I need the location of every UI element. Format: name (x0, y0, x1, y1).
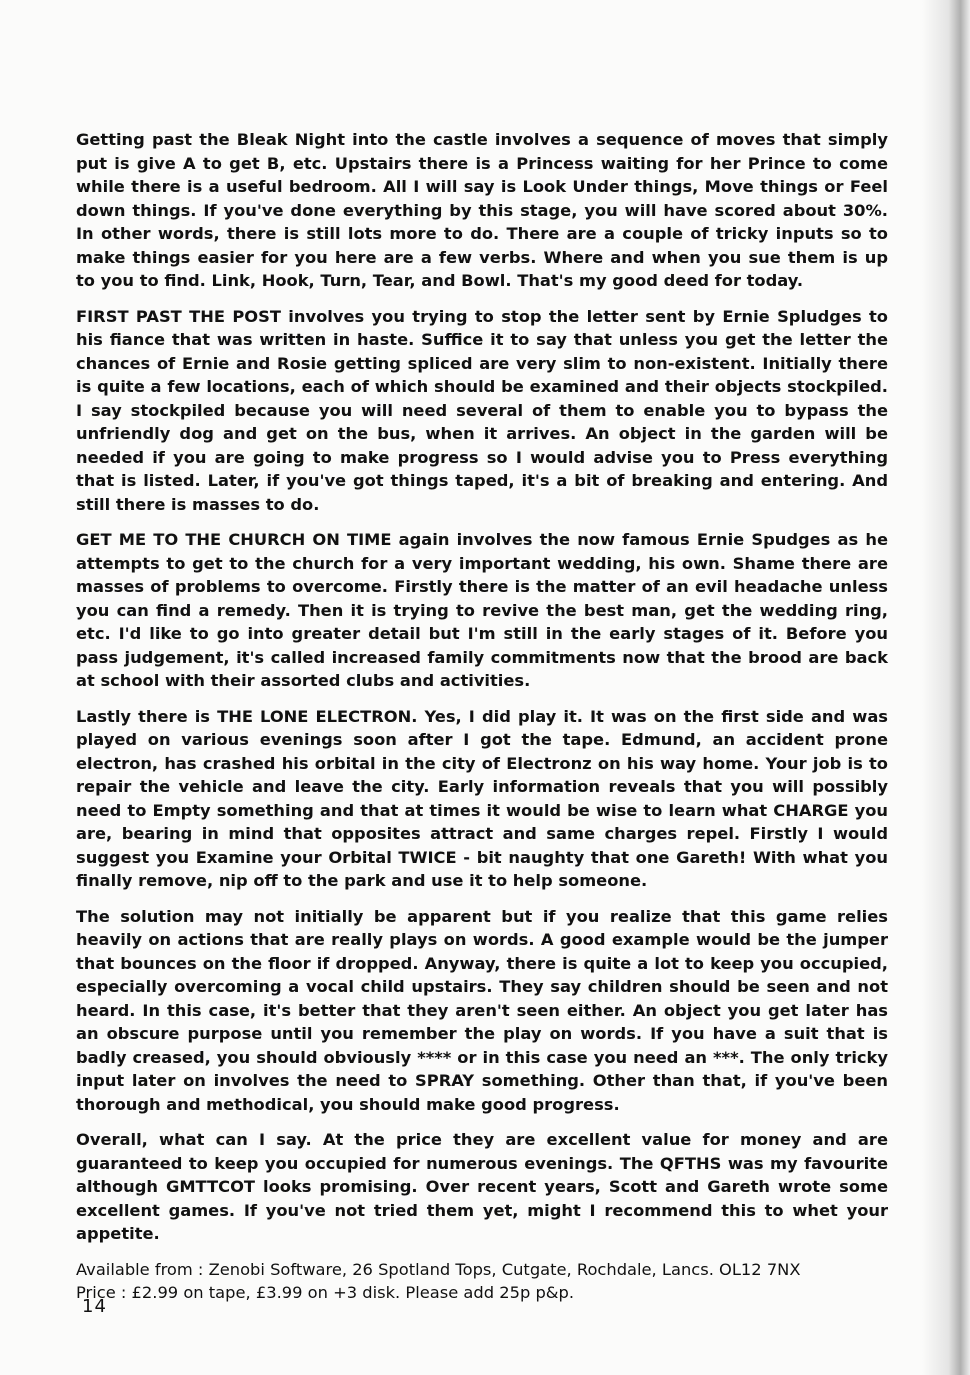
paragraph-overall: Overall, what can I say. At the price they are excellent value for money and are guaranteed to keep you occupied for numerous evenings. The QFTHS was my favourite although GMTTCOT looks promising. Over recent years, Scott and Gareth wrote some excellent games. If you've not tried them yet, might I recommend this to whet your appetite. (76, 1130, 888, 1243)
paragraph-first-past-the-post: FIRST PAST THE POST involves you trying to stop the letter sent by Ernie Spludges to his fiance that was written in haste. Suffice it to say that unless you get the letter the chances of Ernie and Rosie getting spliced are very slim to non-existent. Initially there is quite a few locations, each of which should be examined and their objects stockpiled. I say stockpiled because you will need several of them to enable you to bypass the unfriendly dog and get on the bus, when it arrives. An object in the garden will be needed if you are going to make progress so I would advise you to Press everything that is listed. Later, if you've got things taped, it's a bit of breaking and entering. And still there is masses to do. (76, 306, 888, 514)
paragraph-get-me-to-the-church: GET ME TO THE CHURCH ON TIME again involves the now famous Ernie Spudges as he attempts to get to the church for a very important wedding, his own. Shame there are masses of problems to overcome. Firstly there is the matter of an evil headache unless you can find a remedy. Then it is trying to revive the best man, get the wedding ring, etc. I'd like to go into greater detail but I'm still in the early stages of it. Before you pass judgement, it's called increased family commitments now that the brood are back at school with their assorted clubs and activities. (76, 530, 888, 690)
article-body (76, 128, 888, 1304)
paragraph-solution: The solution may not initially be apparent but if you realize that this game relies heavily on actions that are really plays on words. A good example would be the jumper that bounces on the floor if dropped. Anyway, there is quite a lot to keep you occupied, especially overcoming a vocal child upstairs. They say children should be seen and not heard. In this case, it's better that they aren't seen either. An object you get later has an obscure purpose until you remember the play on words. If you have a suit that is badly creased, you should obviously **** or in this case you need an ***. The only tricky input later on involves the need to SPRAY something. Other than that, if you've been thorough and methodical, you should make good progress. (76, 906, 888, 1114)
price-line: Price : £2.99 on tape, £3.99 on +3 disk. Please add 25p p&p. (76, 1282, 574, 1302)
page-edge-shadow (922, 0, 970, 1375)
paragraph-lone-electron: Lastly there is THE LONE ELECTRON. Yes, I did play it. It was on the first side and was played on various evenings soon after I got the tape. Edmund, an accident prone electron, has crashed his orbital in the city of Electronz on his way home. Your job is to repair the vehicle and leave the city. Early information reveals that you will possibly need to Empty something and that at times it would be wise to learn what CHARGE you are, bearing in mind that opposites attract and same charges repel. Firstly I would suggest you Examine your Orbital TWICE - bit naughty that one Gareth! With what you finally remove, nip off to the park and use it to help someone. (76, 706, 888, 890)
paragraph-bleak-night: Getting past the Bleak Night into the castle involves a sequence of moves that simply put is give A to get B, etc. Upstairs there is a Princess waiting for her Prince to come while there is a useful bedroom. All I will say is Look Under things, Move things or Feel down things. If you've done everything by this stage, you will have scored about 30%. In other words, there is still lots more to do. There are a couple of tricky inputs so to make things easier for you here are a few verbs. Where and when you sue them is up to you to find. Link, Hook, Turn, Tear, and Bowl. That's my good deed for today. (76, 130, 888, 290)
availability-line: Available from : Zenobi Software, 26 Spotland Tops, Cutgate, Rochdale, Lancs. OL12 7NX (76, 1259, 801, 1279)
page-number: 14 (82, 1296, 107, 1317)
